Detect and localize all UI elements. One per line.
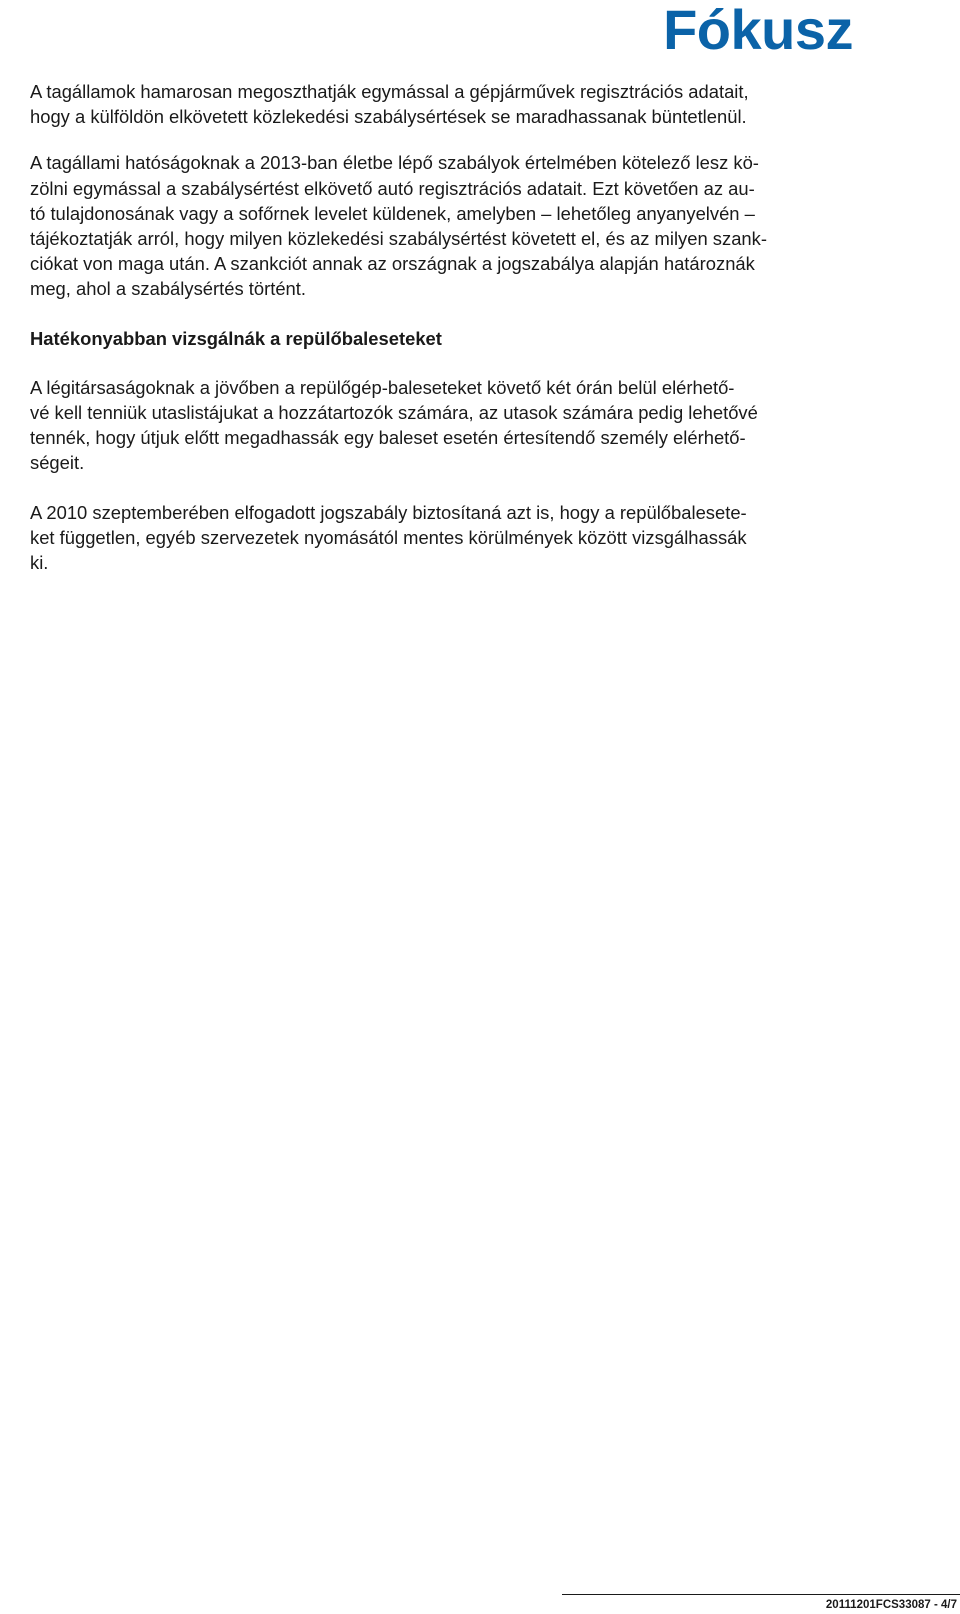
body-paragraph-1: A tagállami hatóságoknak a 2013-ban életbe lépő szabályok értelmében kötelező lesz kö- zölni egymással a szabálysértést elkövető autó regisztrációs adatait. Ezt követően az au- tó tulajdonosának vagy a sofőrnek levelet küldenek, amelyben – lehetőleg anyanyelvén – tájékoztatják arról, hogy milyen közlekedési szabálysértést követett el, és az milyen szank- ciókat von maga után. A szankciót annak az országnak a jogszabálya alapján határoznák meg, ahol a szabálysértés történt. (30, 152, 767, 300)
page-title: Fókusz (663, 0, 853, 61)
footer-divider (562, 1594, 960, 1595)
body-paragraph-2: A légitársaságoknak a jövőben a repülőgép-baleseteket követő két órán belül elérhető- vé kell tenniük utaslistájukat a hozzátartozók számára, az utasok számára pedig lehetővé tennék, hogy útjuk előtt megadhassák egy baleset esetén értesítendő személy elérhető- ségeit. (30, 376, 758, 474)
body-paragraph-3: A 2010 szeptemberében elfogadott jogszabály biztosítaná azt is, hogy a repülőbalesete- ket független, egyéb szervezetek nyomásától mentes körülmények között vizsgálhassák ki. (30, 501, 747, 574)
footer-document-code: 20111201FCS33087 - 4/7 (825, 1599, 957, 1611)
section-heading: Hatékonyabban vizsgálnák a repülőbaleseteket (30, 327, 442, 349)
lead-paragraph: A tagállamok hamarosan megoszthatják egymással a gépjárművek regisztrációs adatait, hogy a külföldön elkövetett közlekedési szabálysértések se maradhassanak büntetlenül. (30, 81, 749, 128)
article-body (30, 79, 910, 599)
